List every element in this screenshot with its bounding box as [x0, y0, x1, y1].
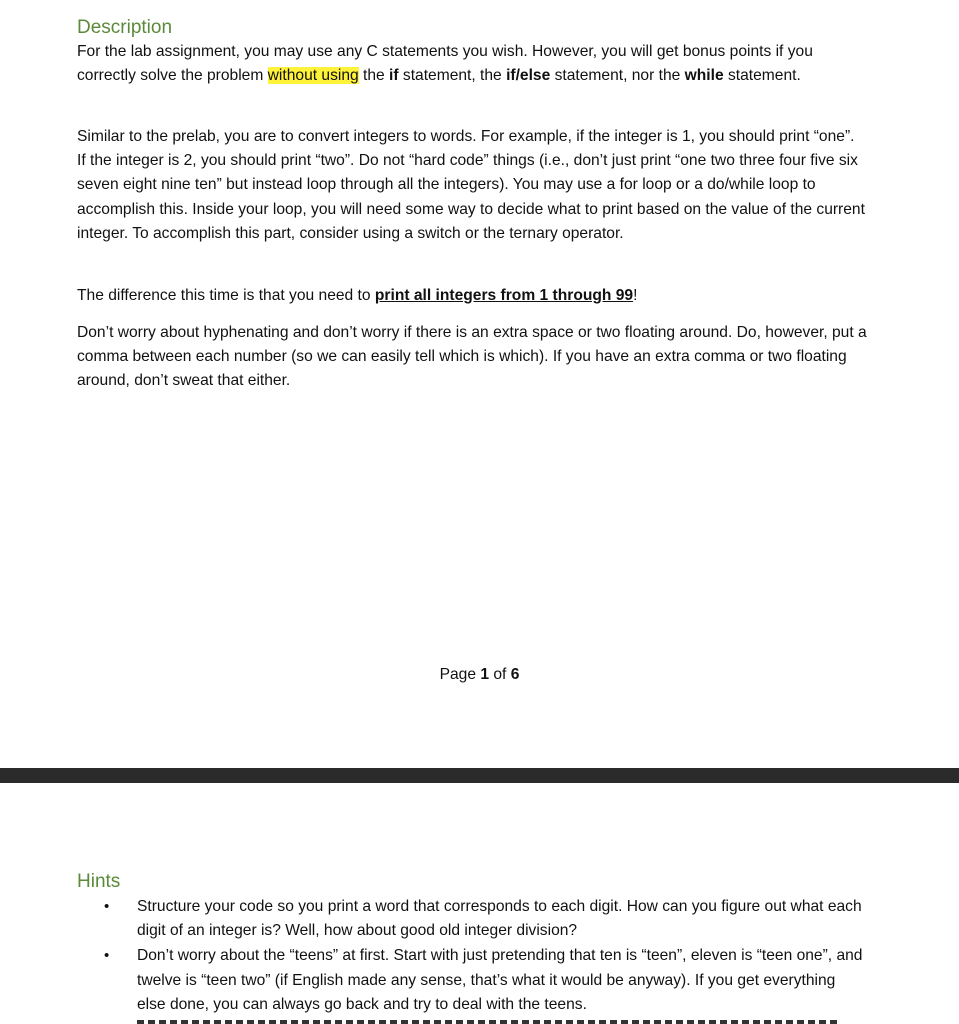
formatting-paragraph: Don’t worry about hyphenating and don’t worry if there is an extra space or two floating around. Do, however, put a comma between each number (so we can easily tell which is which). If you have an extra comma or two floating around, don’t sweat that either. [77, 324, 867, 390]
page-word: Page [439, 666, 481, 683]
hints-heading: Hints [77, 871, 121, 892]
hint-text: Don’t worry about the “teens” at first. Start with just pretending that ten is “teen”, eleven is “teen one”, and twelve is “teen two” (if English made any sense, that’s what it would be anyway). If you get everything else done, you can always go back and try to deal with the teens. [137, 947, 863, 1013]
of-word: of [489, 666, 511, 683]
highlighted-phrase: without using [267, 67, 359, 85]
total-pages-number: 6 [510, 666, 520, 683]
keyword-while: while [684, 67, 724, 85]
intro-paragraph [77, 40, 867, 88]
page-number-footer [0, 664, 959, 686]
list-item [104, 944, 864, 1017]
description-heading: Description [77, 17, 173, 38]
page-separator [0, 768, 959, 783]
keyword-if: if [389, 67, 399, 85]
difference-text-1: The difference this time is that you need to [77, 287, 375, 304]
current-page-number: 1 [480, 666, 490, 683]
prelab-paragraph: Similar to the prelab, you are to convert integers to words. For example, if the integer is 1, you should print “one”. If the integer is 2, you should print “two”. Do not “hard code” things (i.e., don’t just print “one two three four five six seven eight nine ten” but instead loop through all the integers). You may use a for loop or a do/while loop to accomplish this. Inside your loop, you will need some way to decide what to print based on the value of the current integer. To accomplish this part, consider using a switch or the ternary operator. [77, 128, 865, 242]
hints-list [104, 895, 864, 1018]
difference-text-2: ! [633, 287, 638, 304]
intro-text-5: statement. [723, 67, 801, 85]
bullet-icon: • [104, 947, 110, 965]
list-item [104, 895, 864, 943]
bullet-icon: • [104, 898, 110, 915]
intro-text-3: statement, the [398, 67, 507, 85]
hint-text: Structure your code so you print a word that corresponds to each digit. How can you figure out what each digit of an integer is? Well, how about good old integer division? [137, 898, 862, 940]
intro-text-1: For the lab assignment, you may use any C statements you wish. However, you will get bonus points if you correctly solve the problem [77, 43, 813, 85]
difference-paragraph [77, 284, 867, 308]
range-emphasis: print all integers from 1 through 99 [374, 287, 634, 304]
intro-text-4: statement, nor the [550, 67, 685, 85]
document-page-2 [0, 783, 959, 1024]
keyword-if-else: if/else [506, 67, 551, 85]
intro-text-2: the [358, 67, 390, 85]
clipped-text-line [137, 1020, 837, 1024]
